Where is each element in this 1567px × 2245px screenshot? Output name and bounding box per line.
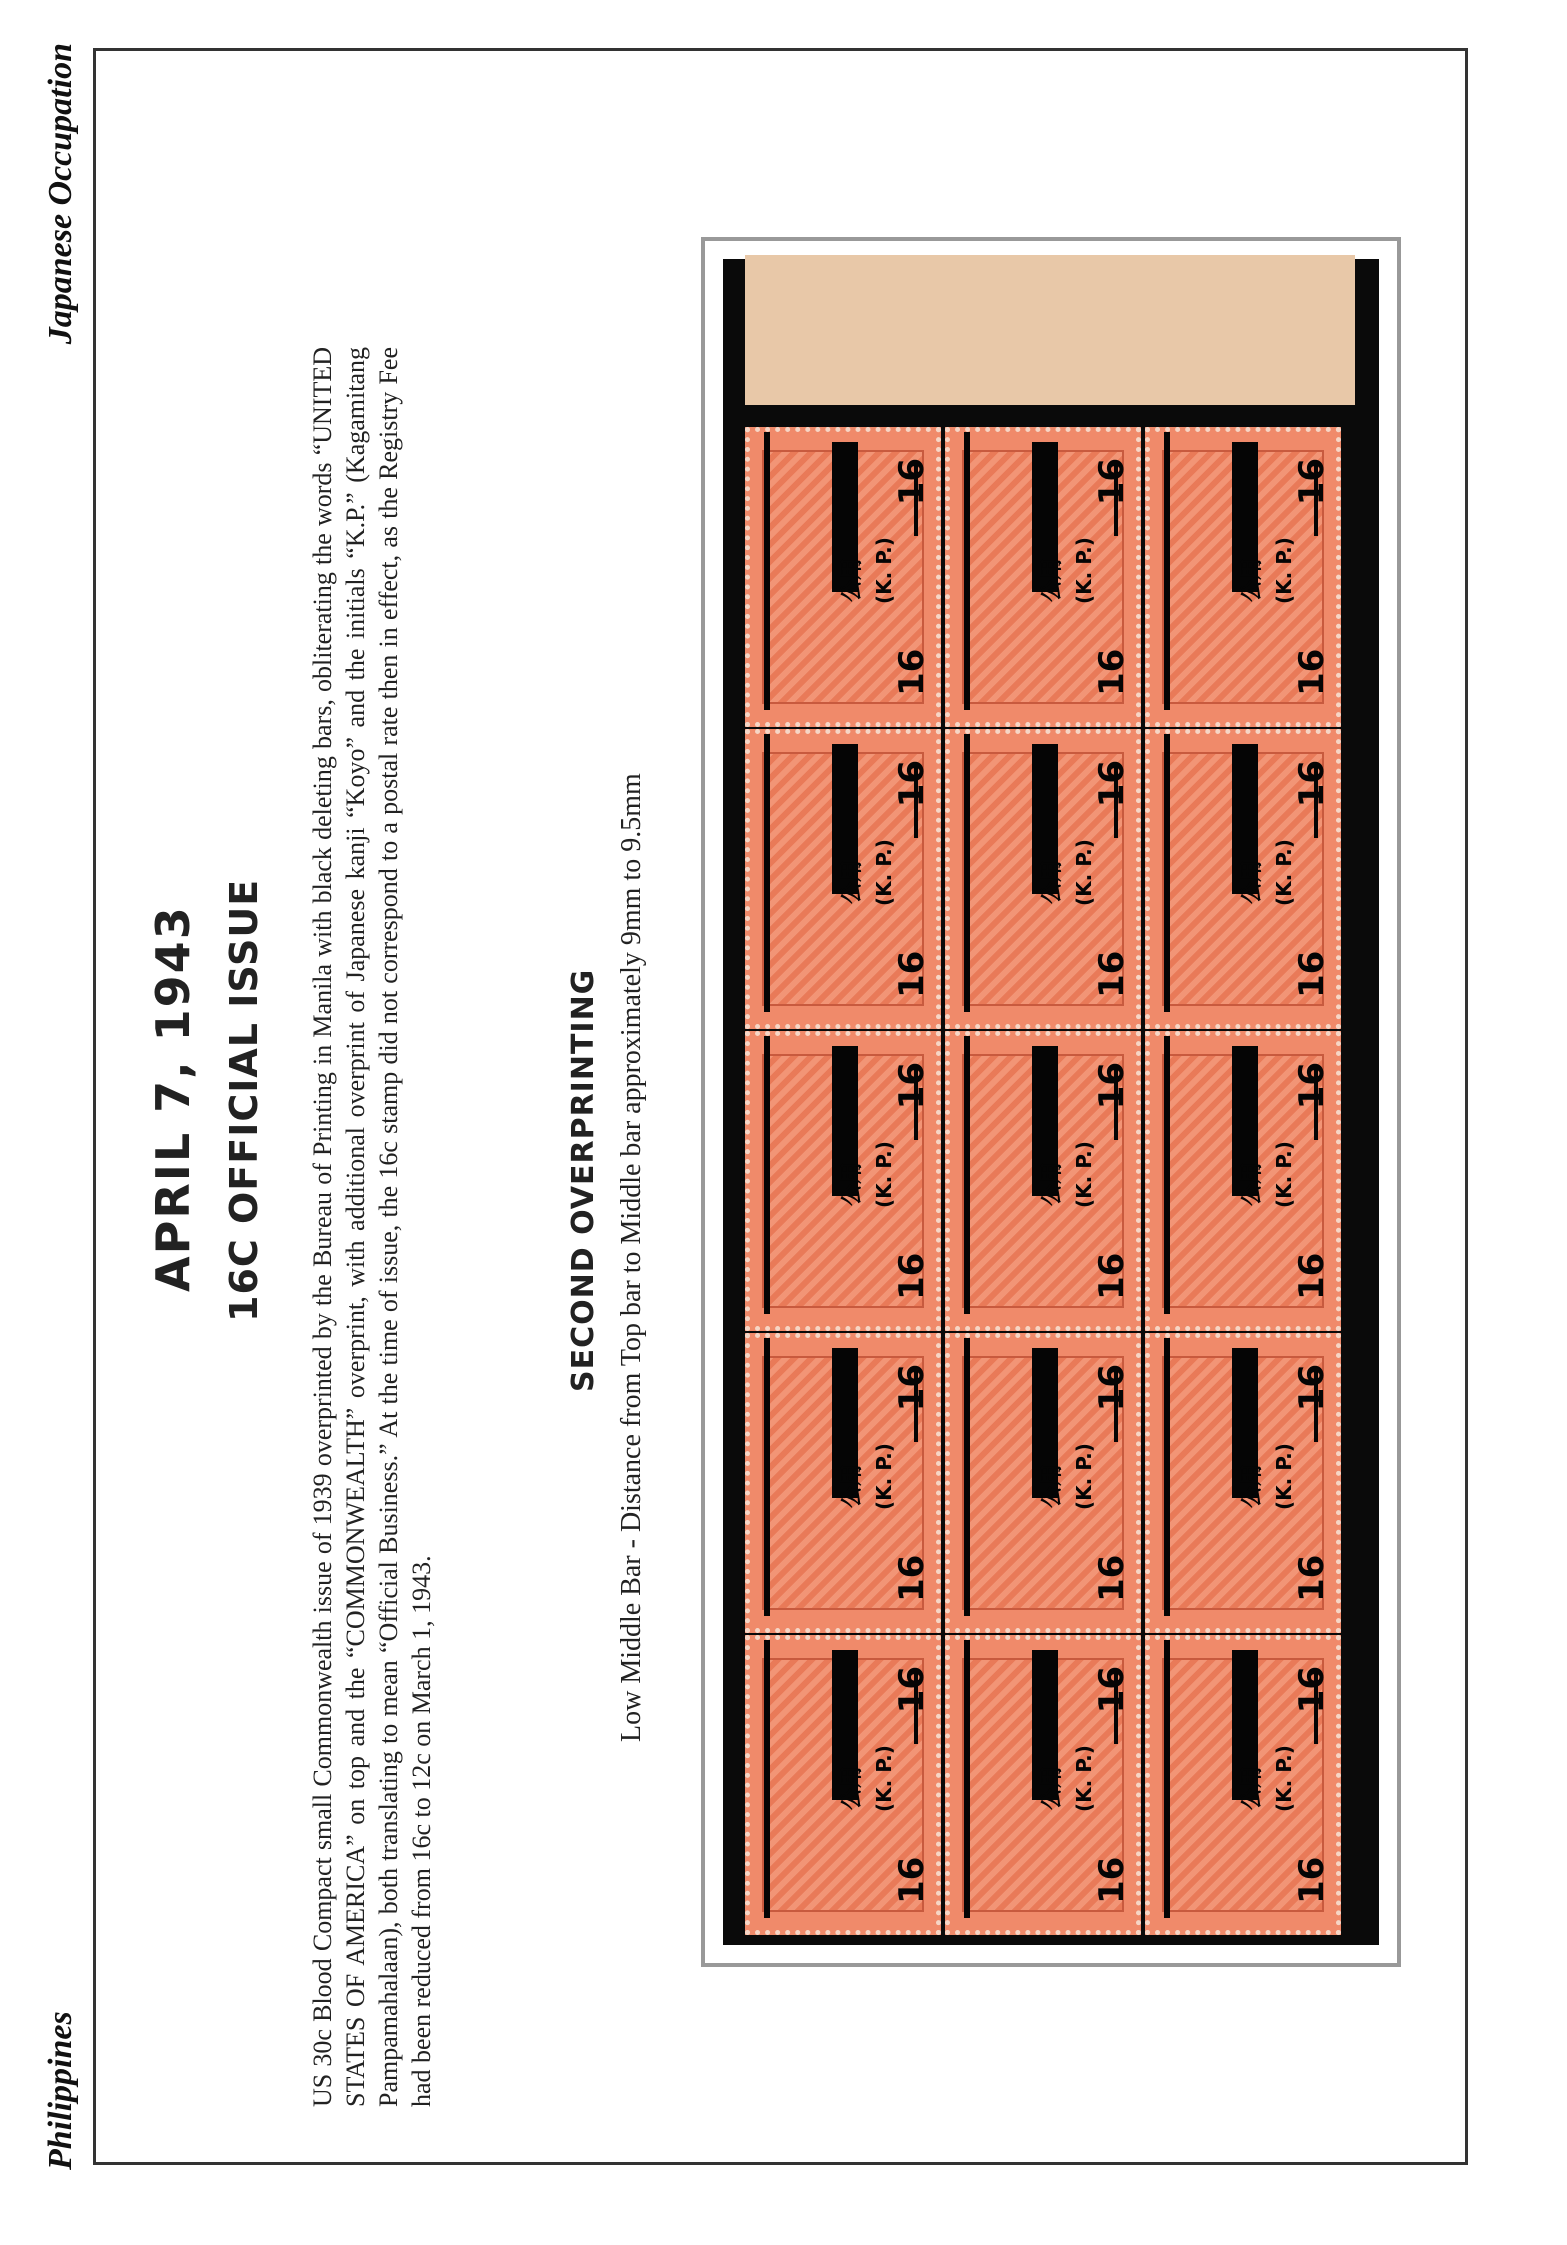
stamp (745, 1333, 941, 1633)
initials-overprint: (K. P.) (872, 839, 896, 906)
stamp (1145, 729, 1341, 1029)
stamp (945, 1333, 1141, 1633)
value-right: 16 (1092, 1364, 1132, 1412)
value-right: 16 (892, 1666, 932, 1714)
value-left: 16 (1092, 950, 1132, 998)
top-deleting-bar (764, 732, 770, 1012)
initials-overprint: (K. P.) (1072, 1141, 1096, 1208)
kanji-overprint: 公用 (839, 557, 864, 602)
value-left: 16 (892, 1252, 932, 1300)
initials-overprint: (K. P.) (1272, 839, 1296, 906)
value-left: 16 (1292, 1554, 1332, 1602)
kanji-overprint: 公用 (839, 1463, 864, 1508)
value-right: 16 (1292, 1062, 1332, 1110)
value-left: 16 (1292, 1252, 1332, 1300)
initials-overprint: (K. P.) (1072, 537, 1096, 604)
rotated-content (42, 43, 1465, 2170)
value-right: 16 (892, 1062, 932, 1110)
initials-overprint: (K. P.) (1272, 537, 1296, 604)
top-deleting-bar (964, 1336, 970, 1616)
value-left: 16 (1092, 1554, 1132, 1602)
kanji-overprint: 公用 (1039, 1463, 1064, 1508)
initials-overprint: (K. P.) (1072, 1443, 1096, 1510)
stamp (745, 1031, 941, 1331)
initials-overprint: (K. P.) (1272, 1141, 1296, 1208)
top-deleting-bar (1164, 1034, 1170, 1314)
kanji-overprint: 公用 (839, 1765, 864, 1810)
top-deleting-bar (764, 1034, 770, 1314)
value-right: 16 (1292, 1666, 1332, 1714)
top-deleting-bar (1164, 430, 1170, 710)
initials-overprint: (K. P.) (1072, 1745, 1096, 1812)
stamp (945, 1031, 1141, 1331)
initials-overprint: (K. P.) (872, 1443, 896, 1510)
kanji-overprint: 公用 (1239, 1161, 1264, 1206)
stamp-mount (701, 237, 1401, 1967)
stamp (745, 1635, 941, 1935)
value-left: 16 (892, 950, 932, 998)
kanji-overprint: 公用 (1239, 557, 1264, 602)
value-left: 16 (892, 1856, 932, 1904)
stamp (945, 1635, 1141, 1935)
description-text: US 30c Blood Compact small Commonwealth issue of 1939 overprinted by the Bureau of Printing in Manila with black deleting bars, obliterating the words “UNITED STATES OF AMERICA” on top and the “COMMONWEALTH” overprint, with additional overprint of Japanese kanji “Koyo” and the initials “K.P.” (Kagamitang Pampamahalaan), both translating to mean “Official Business.” At the time of issue, the 16c stamp did not correspond to a postal rate then in effect, as the Registry Fee had been reduced from 16c to 12c on March 1, 1943. (308, 347, 436, 2107)
section-label: Japanese Occupation (42, 43, 79, 345)
stamp (1145, 1333, 1341, 1633)
subsection-title: SECOND OVERPRINTING (566, 968, 601, 1392)
value-right: 16 (1092, 760, 1132, 808)
stamp (945, 729, 1141, 1029)
value-left: 16 (892, 648, 932, 696)
top-deleting-bar (964, 1638, 970, 1918)
stamp (945, 427, 1141, 727)
value-right: 16 (892, 1364, 932, 1412)
kanji-overprint: 公用 (839, 859, 864, 904)
top-deleting-bar (764, 1336, 770, 1616)
stamp-block-background (723, 259, 1379, 1945)
value-right: 16 (1292, 1364, 1332, 1412)
top-deleting-bar (964, 430, 970, 710)
stamp (1145, 1031, 1341, 1331)
top-deleting-bar (1164, 732, 1170, 1012)
stamp (745, 427, 941, 727)
stamp (745, 729, 941, 1029)
value-left: 16 (1092, 648, 1132, 696)
top-deleting-bar (964, 1034, 970, 1314)
top-deleting-bar (964, 732, 970, 1012)
stamp (1145, 427, 1341, 727)
value-right: 16 (1092, 458, 1132, 506)
caption-text: Low Middle Bar - Distance from Top bar to Middle bar approximately 9mm to 9.5mm (616, 773, 647, 1742)
kanji-overprint: 公用 (839, 1161, 864, 1206)
stamp-sheet (745, 375, 1355, 1935)
page-frame (42, 43, 1468, 2170)
top-deleting-bar (1164, 1638, 1170, 1918)
value-right: 16 (1092, 1062, 1132, 1110)
initials-overprint: (K. P.) (1072, 839, 1096, 906)
country-label: Philippines (42, 2011, 79, 2170)
value-right: 16 (1292, 760, 1332, 808)
kanji-overprint: 公用 (1239, 859, 1264, 904)
initials-overprint: (K. P.) (872, 1141, 896, 1208)
top-deleting-bar (764, 430, 770, 710)
kanji-overprint: 公用 (1039, 1765, 1064, 1810)
sheet-selvage (745, 255, 1355, 405)
top-deleting-bar (1164, 1336, 1170, 1616)
initials-overprint: (K. P.) (1272, 1443, 1296, 1510)
issue-title: 16C OFFICIAL ISSUE (222, 878, 266, 1322)
stamp (1145, 1635, 1341, 1935)
value-left: 16 (1292, 648, 1332, 696)
kanji-overprint: 公用 (1239, 1463, 1264, 1508)
value-right: 16 (1292, 458, 1332, 506)
kanji-overprint: 公用 (1039, 557, 1064, 602)
value-right: 16 (1092, 1666, 1132, 1714)
value-right: 16 (892, 760, 932, 808)
top-deleting-bar (764, 1638, 770, 1918)
initials-overprint: (K. P.) (872, 1745, 896, 1812)
value-left: 16 (1092, 1856, 1132, 1904)
kanji-overprint: 公用 (1039, 859, 1064, 904)
value-left: 16 (892, 1554, 932, 1602)
value-left: 16 (1292, 950, 1332, 998)
initials-overprint: (K. P.) (872, 537, 896, 604)
kanji-overprint: 公用 (1039, 1161, 1064, 1206)
value-left: 16 (1092, 1252, 1132, 1300)
issue-date-title: APRIL 7, 1943 (146, 905, 200, 1292)
kanji-overprint: 公用 (1239, 1765, 1264, 1810)
value-right: 16 (892, 458, 932, 506)
value-left: 16 (1292, 1856, 1332, 1904)
initials-overprint: (K. P.) (1272, 1745, 1296, 1812)
